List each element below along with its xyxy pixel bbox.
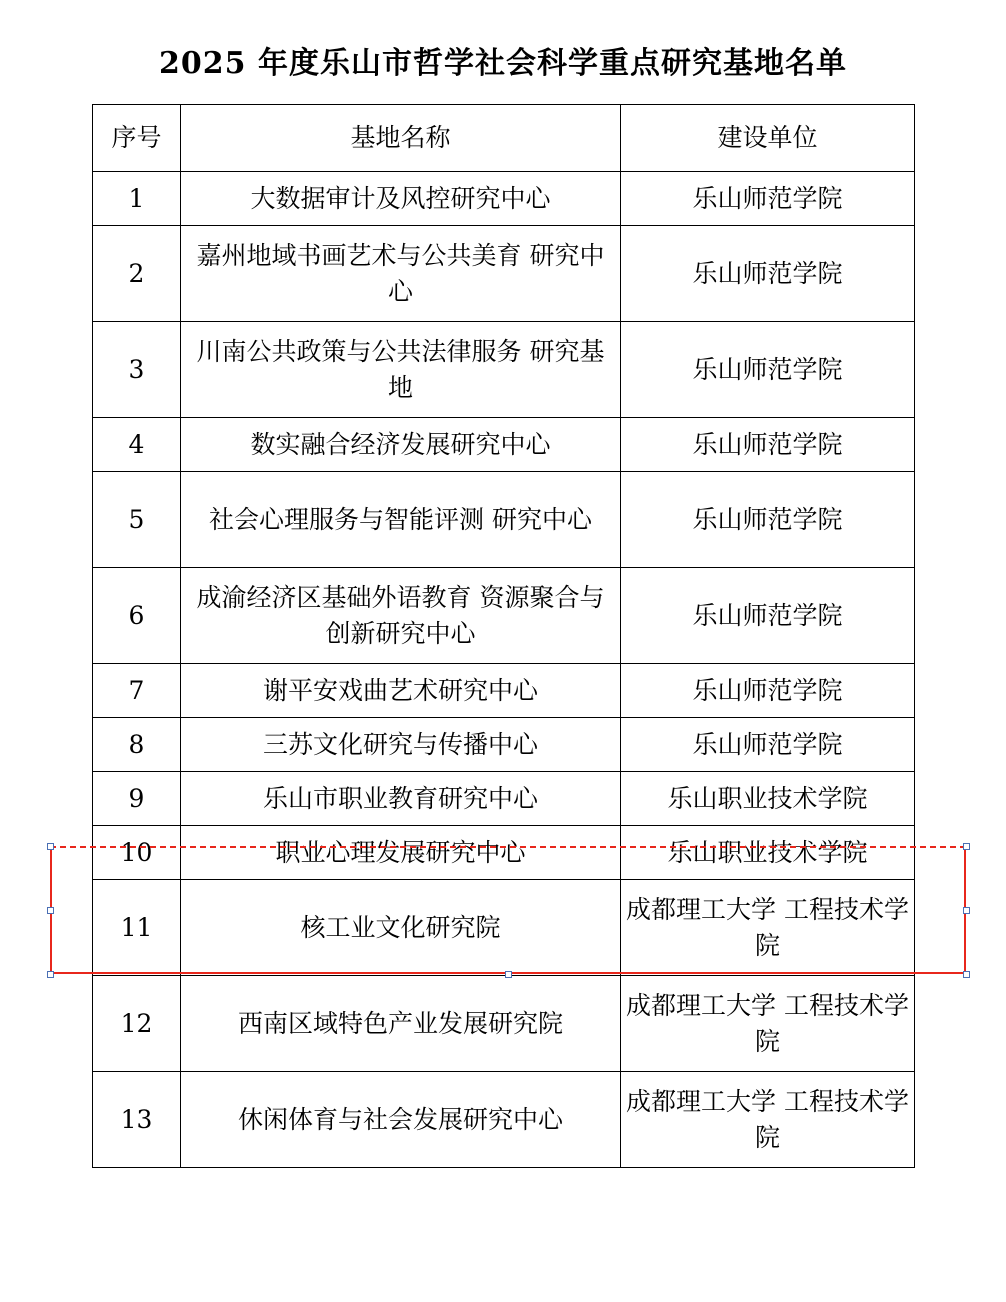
table-row xyxy=(93,568,915,664)
table-row xyxy=(93,1072,915,1168)
table-row-selected xyxy=(93,826,915,880)
cell-name: 大数据审计及风控研究中心 xyxy=(181,172,621,226)
cell-no: 10 xyxy=(93,826,181,880)
selection-handle-bottom-center[interactable] xyxy=(505,971,512,978)
cell-unit: 乐山师范学院 xyxy=(621,664,915,718)
cell-no: 11 xyxy=(93,880,181,976)
table-row xyxy=(93,880,915,976)
cell-name: 职业心理发展研究中心 xyxy=(181,826,621,880)
cell-no: 6 xyxy=(93,568,181,664)
cell-no: 8 xyxy=(93,718,181,772)
cell-no: 9 xyxy=(93,772,181,826)
cell-no: 4 xyxy=(93,418,181,472)
selection-handle-mid-left[interactable] xyxy=(47,907,54,914)
table-row xyxy=(93,976,915,1072)
column-header-name: 基地名称 xyxy=(181,105,621,172)
cell-no: 7 xyxy=(93,664,181,718)
cell-unit: 乐山师范学院 xyxy=(621,226,915,322)
table-header-row xyxy=(93,105,915,172)
cell-name: 川南公共政策与公共法律服务 研究基地 xyxy=(181,322,621,418)
table-row xyxy=(93,664,915,718)
cell-unit: 乐山师范学院 xyxy=(621,418,915,472)
cell-name: 成渝经济区基础外语教育 资源聚合与创新研究中心 xyxy=(181,568,621,664)
cell-no: 1 xyxy=(93,172,181,226)
table-row xyxy=(93,472,915,568)
selection-handle-mid-right[interactable] xyxy=(963,907,970,914)
cell-unit: 乐山师范学院 xyxy=(621,172,915,226)
column-header-no: 序号 xyxy=(93,105,181,172)
cell-name: 西南区域特色产业发展研究院 xyxy=(181,976,621,1072)
cell-name: 谢平安戏曲艺术研究中心 xyxy=(181,664,621,718)
table-row-selected xyxy=(93,772,915,826)
cell-name: 数实融合经济发展研究中心 xyxy=(181,418,621,472)
cell-unit: 乐山师范学院 xyxy=(621,472,915,568)
cell-unit: 乐山师范学院 xyxy=(621,322,915,418)
page-title: 2025 年度乐山市哲学社会科学重点研究基地名单 xyxy=(159,46,847,81)
cell-unit: 乐山师范学院 xyxy=(621,718,915,772)
selection-handle-bottom-left[interactable] xyxy=(47,971,54,978)
cell-unit: 成都理工大学 工程技术学院 xyxy=(621,880,915,976)
table-row xyxy=(93,172,915,226)
cell-unit: 乐山师范学院 xyxy=(621,568,915,664)
cell-no: 5 xyxy=(93,472,181,568)
cell-no: 3 xyxy=(93,322,181,418)
cell-no: 12 xyxy=(93,976,181,1072)
table-container xyxy=(92,104,914,1168)
table-row xyxy=(93,226,915,322)
column-header-unit: 建设单位 xyxy=(621,105,915,172)
document-page xyxy=(0,38,1006,1302)
selection-handle-top-right[interactable] xyxy=(963,843,970,850)
cell-name: 三苏文化研究与传播中心 xyxy=(181,718,621,772)
cell-name: 嘉州地域书画艺术与公共美育 研究中心 xyxy=(181,226,621,322)
cell-no: 2 xyxy=(93,226,181,322)
selection-handle-bottom-right[interactable] xyxy=(963,971,970,978)
selection-handle-top-left[interactable] xyxy=(47,843,54,850)
cell-unit: 乐山职业技术学院 xyxy=(621,772,915,826)
table-row xyxy=(93,322,915,418)
table-row xyxy=(93,418,915,472)
cell-unit: 成都理工大学 工程技术学院 xyxy=(621,976,915,1072)
cell-no: 13 xyxy=(93,1072,181,1168)
cell-name: 社会心理服务与智能评测 研究中心 xyxy=(181,472,621,568)
cell-name: 乐山市职业教育研究中心 xyxy=(181,772,621,826)
cell-unit: 成都理工大学 工程技术学院 xyxy=(621,1072,915,1168)
cell-name: 核工业文化研究院 xyxy=(181,880,621,976)
cell-unit: 乐山职业技术学院 xyxy=(621,826,915,880)
base-listing-table xyxy=(92,104,915,1168)
table-row xyxy=(93,718,915,772)
cell-name: 休闲体育与社会发展研究中心 xyxy=(181,1072,621,1168)
